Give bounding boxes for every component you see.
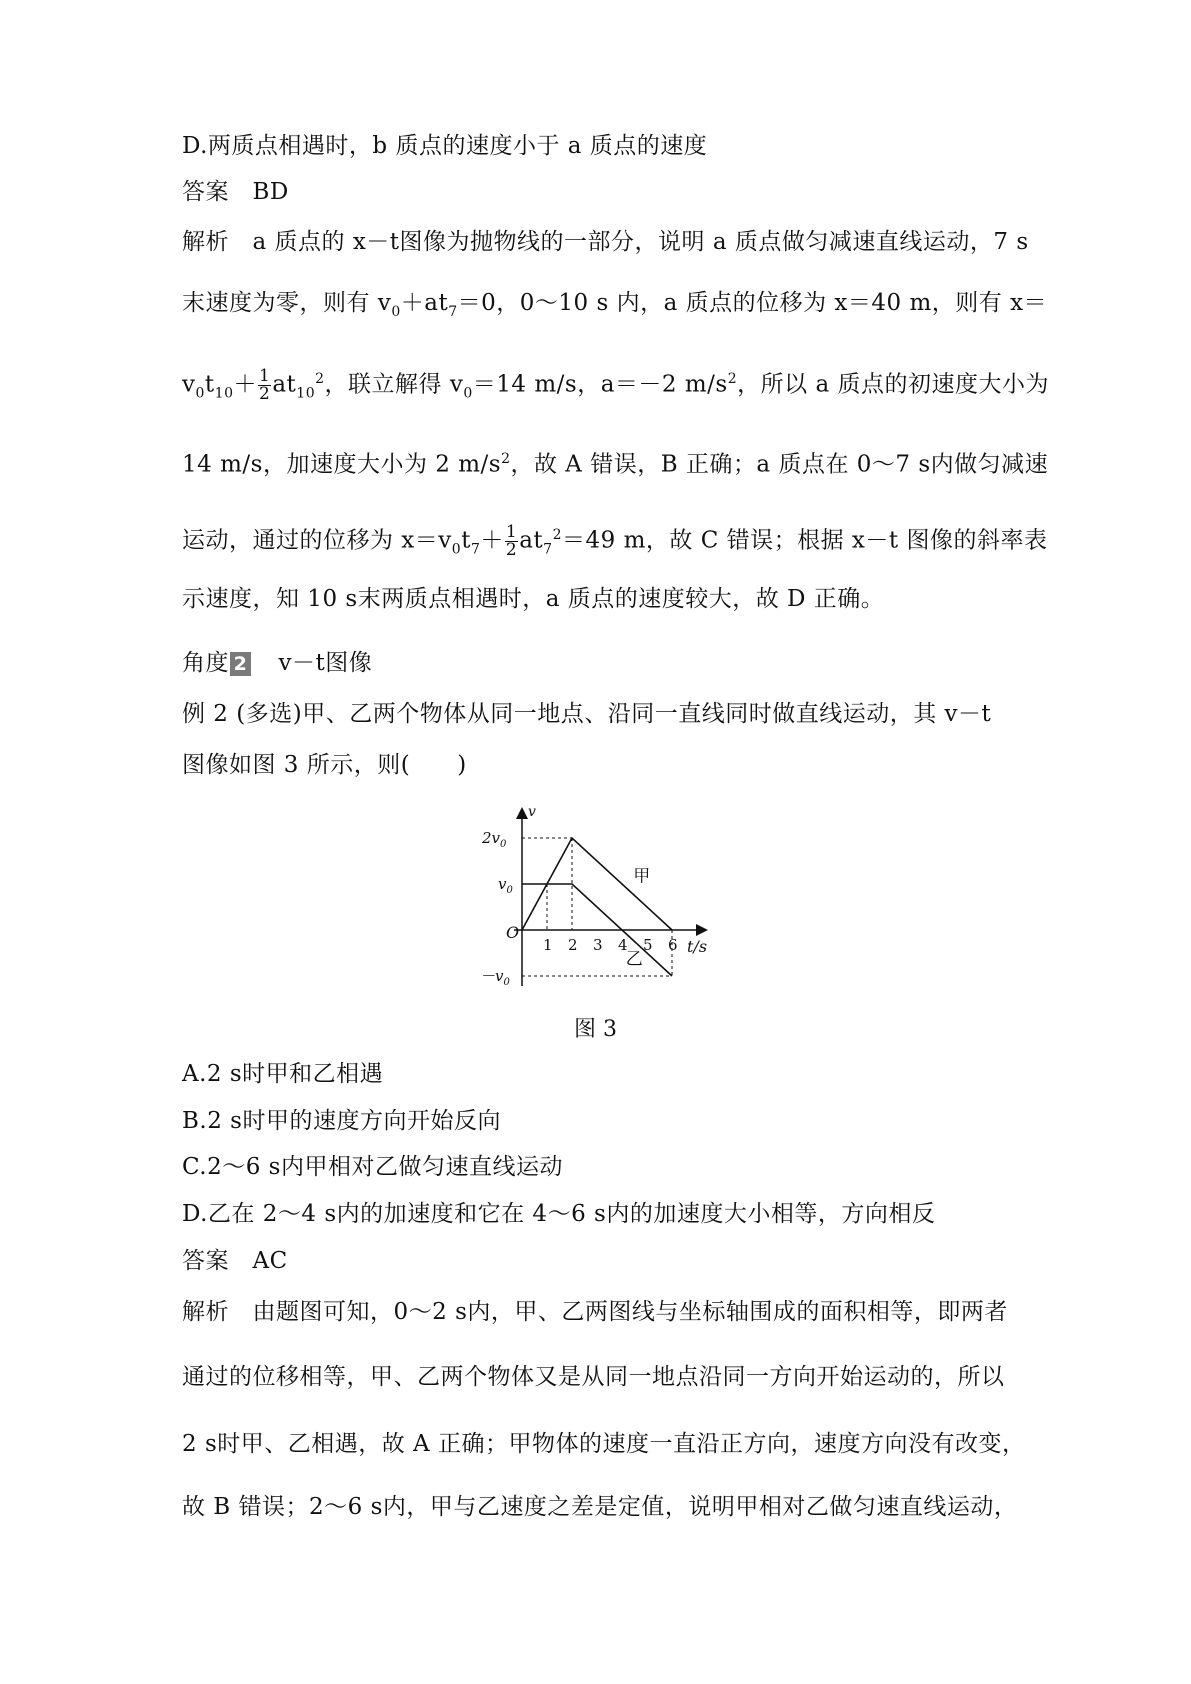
origin-label: O <box>506 923 520 942</box>
section-heading: 角度 2 v－t图像 <box>182 650 373 676</box>
explanation-2-line-1: 解析 由题图可知，0～2 s内，甲、乙两图线与坐标轴围成的面积相等，即两者 <box>182 1299 1008 1325</box>
y-tick-2v0: $2v_0$ <box>482 829 507 850</box>
y-axis-label: v <box>528 804 536 820</box>
option-b: B.2 s时甲的速度方向开始反向 <box>182 1108 501 1134</box>
section-number-badge: 2 <box>230 652 251 676</box>
fraction-one-half: $\frac{1}{2}$ <box>259 366 271 405</box>
fraction-one-half-2: $\frac{1}{2}$ <box>505 522 518 561</box>
answer-2: 答案 AC <box>182 1248 288 1274</box>
vt-graph <box>470 765 720 995</box>
x-tick-2: 2 <box>568 936 578 954</box>
explanation-1-line-1: 解析 a 质点的 x－t图像为抛物线的一部分，说明 a 质点做匀减速直线运动，7 s <box>182 229 1029 255</box>
x-tick-1: 1 <box>543 936 553 954</box>
explanation-1-line-5: 运动，通过的位移为 $x=v_0t_7+$ $\frac{1}{2}$ $at_7^2=49$ m，故 C 错误；根据 x－t 图像的斜率表 <box>182 522 1048 561</box>
label-jia: 甲 <box>633 866 651 887</box>
explanation-1-line-3: $v_0t_{10}+$ $\frac{1}{2}$ $at_{10}^2$，联立解得 $v_0=14$ m/s，a＝－2 $m/s^2$，所以 a 质点的初速度大小为 <box>182 366 1050 405</box>
x-tick-5: 5 <box>643 936 653 954</box>
option-c: C.2～6 s内甲相对乙做匀速直线运动 <box>182 1154 563 1180</box>
explanation-2-line-4: 故 B 错误；2～6 s内，甲与乙速度之差是定值，说明甲相对乙做匀速直线运动， <box>182 1494 1018 1520</box>
option-d-previous: D.两质点相遇时，b 质点的速度小于 a 质点的速度 <box>182 133 708 159</box>
x-tick-4: 4 <box>618 936 628 954</box>
explanation-1-line-6: 示速度，知 10 s末两质点相遇时，a 质点的速度较大，故 D 正确。 <box>182 586 885 612</box>
label-yi: 乙 <box>625 949 643 970</box>
explanation-1-line-4: 14 m/s，加速度大小为 2 $m/s^2$，故 A 错误，B 正确；a 质点在 0～7 s内做匀减速 <box>182 451 1049 478</box>
x-tick-3: 3 <box>593 936 603 954</box>
option-a: A.2 s时甲和乙相遇 <box>182 1061 384 1087</box>
example-line-1: 例 2 (多选)甲、乙两个物体从同一地点、沿同一直线同时做直线运动，其 v－t <box>182 701 992 727</box>
explanation-2-line-3: 2 s时甲、乙相遇，故 A 正确；甲物体的速度一直沿正方向，速度方向没有改变， <box>182 1431 1026 1457</box>
explanation-1-line-2: 末速度为零，则有 $v_0+at_7=0$，0～10 s 内，a 质点的位移为 x＝40 m，则有 x＝ <box>182 290 1048 320</box>
y-tick-neg-v0: $-v_0$ <box>480 967 510 988</box>
y-tick-v0: $v_0$ <box>498 875 513 896</box>
x-tick-6: 6 <box>668 936 678 954</box>
x-axis-label: t/s <box>687 937 708 956</box>
example-line-2: 图像如图 3 所示，则( ) <box>182 752 467 778</box>
explanation-2-line-2: 通过的位移相等，甲、乙两个物体又是从同一地点沿同一方向开始运动的，所以 <box>182 1364 1005 1390</box>
option-d: D.乙在 2～4 s内的加速度和它在 4～6 s内的加速度大小相等，方向相反 <box>182 1201 936 1227</box>
answer-1: 答案 BD <box>182 179 289 205</box>
figure-caption: 图 3 <box>574 1017 617 1042</box>
